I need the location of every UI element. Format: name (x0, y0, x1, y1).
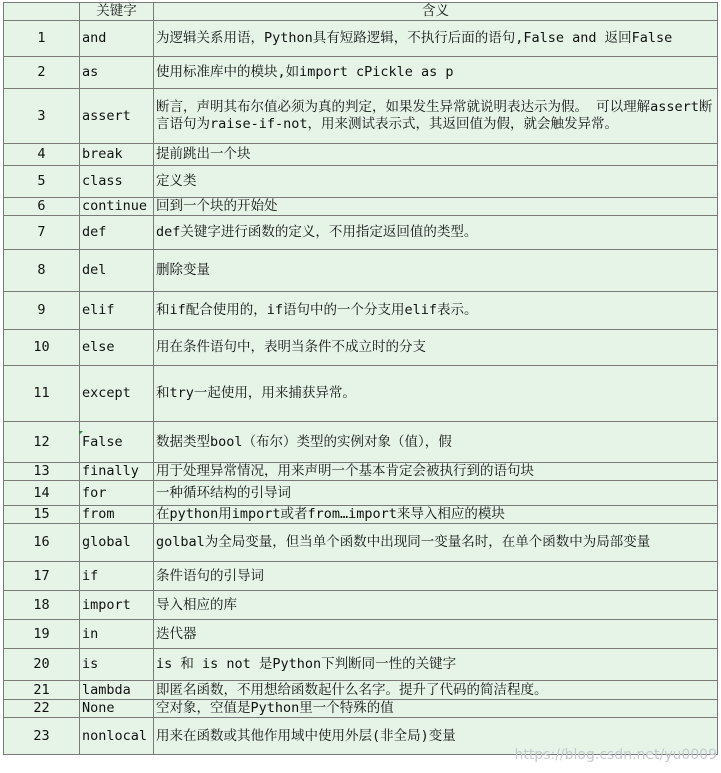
num-cell: 9 (4, 292, 80, 330)
meaning-cell: 用来在函数或其他作用域中使用外层(非全局)变量 (154, 718, 718, 755)
num-cell: 1 (4, 21, 80, 57)
keyword-cell: import (80, 591, 154, 620)
meaning-cell: 一种循环结构的引导词 (154, 481, 718, 506)
keyword-cell: in (80, 620, 154, 649)
keyword-cell: finally (80, 463, 154, 481)
table-row (4, 366, 718, 422)
keyword-cell: False (80, 422, 154, 463)
table-row (4, 250, 718, 292)
table-header-row (4, 3, 718, 21)
meaning-cell: 导入相应的库 (154, 591, 718, 620)
python-keywords-table (3, 2, 718, 755)
num-cell: 2 (4, 57, 80, 89)
meaning-cell: 迭代器 (154, 620, 718, 649)
table-row (4, 198, 718, 216)
table-row (4, 166, 718, 198)
keyword-cell: else (80, 330, 154, 366)
table-row (4, 506, 718, 524)
num-cell: 11 (4, 366, 80, 422)
num-cell: 14 (4, 481, 80, 506)
meaning-cell: golbal为全局变量，但当单个函数中出现同一变量名时，在单个函数中为局部变量 (154, 524, 718, 562)
num-cell: 17 (4, 562, 80, 591)
table-row (4, 144, 718, 166)
meaning-cell: 定义类 (154, 166, 718, 198)
keyword-cell: for (80, 481, 154, 506)
meaning-cell: 用于处理异常情况，用来声明一个基本肯定会被执行到的语句块 (154, 463, 718, 481)
meaning-cell: 和if配合使用的，if语句中的一个分支用elif表示。 (154, 292, 718, 330)
num-cell: 6 (4, 198, 80, 216)
meaning-cell: 即匿名函数，不用想给函数起什么名字。提升了代码的简洁程度。 (154, 681, 718, 700)
keyword-cell: lambda (80, 681, 154, 700)
keyword-cell: elif (80, 292, 154, 330)
table-row (4, 330, 718, 366)
table-row (4, 700, 718, 718)
meaning-cell: 为逻辑关系用语，Python具有短路逻辑，不执行后面的语句,False and 返回False (154, 21, 718, 57)
meaning-cell: 条件语句的引导词 (154, 562, 718, 591)
meaning-cell: 在python用import或者from…import来导入相应的模块 (154, 506, 718, 524)
table-row (4, 524, 718, 562)
header-num-cell (4, 3, 80, 21)
num-cell: 23 (4, 718, 80, 755)
table-row (4, 562, 718, 591)
num-cell: 18 (4, 591, 80, 620)
keyword-cell: if (80, 562, 154, 591)
table-row (4, 481, 718, 506)
keyword-cell: class (80, 166, 154, 198)
num-cell: 19 (4, 620, 80, 649)
keyword-cell: continue (80, 198, 154, 216)
meaning-cell: 删除变量 (154, 250, 718, 292)
keyword-cell: del (80, 250, 154, 292)
keyword-cell: except (80, 366, 154, 422)
table-row (4, 216, 718, 250)
meaning-cell: 使用标准库中的模块,如import cPickle as p (154, 57, 718, 89)
table-row (4, 292, 718, 330)
num-cell: 21 (4, 681, 80, 700)
meaning-cell: 断言，声明其布尔值必须为真的判定，如果发生异常就说明表达示为假。 可以理解assert断言语句为raise-if-not，用来测试表示式，其返回值为假，就会触发异常。 (154, 89, 718, 144)
table-row (4, 681, 718, 700)
meaning-cell: 用在条件语句中，表明当条件不成立时的分支 (154, 330, 718, 366)
table-row (4, 649, 718, 681)
keyword-cell: as (80, 57, 154, 89)
header-meaning-cell: 含义 (154, 3, 718, 21)
num-cell: 7 (4, 216, 80, 250)
keyword-cell: is (80, 649, 154, 681)
meaning-cell: def关键字进行函数的定义，不用指定返回值的类型。 (154, 216, 718, 250)
num-cell: 10 (4, 330, 80, 366)
keyword-cell: assert (80, 89, 154, 144)
num-cell: 15 (4, 506, 80, 524)
table-row (4, 463, 718, 481)
meaning-cell: 数据类型bool（布尔）类型的实例对象（值），假 (154, 422, 718, 463)
meaning-cell: 空对象，空值是Python里一个特殊的值 (154, 700, 718, 718)
meaning-cell: is 和 is not 是Python下判断同一性的关键字 (154, 649, 718, 681)
table-row (4, 21, 718, 57)
table-row (4, 620, 718, 649)
num-cell: 5 (4, 166, 80, 198)
table-row (4, 422, 718, 463)
table-row (4, 57, 718, 89)
table-row (4, 591, 718, 620)
table-row (4, 89, 718, 144)
keyword-cell: from (80, 506, 154, 524)
meaning-cell: 回到一个块的开始处 (154, 198, 718, 216)
num-cell: 4 (4, 144, 80, 166)
header-keyword-cell: 关键字 (80, 3, 154, 21)
num-cell: 8 (4, 250, 80, 292)
keyword-cell: def (80, 216, 154, 250)
meaning-cell: 和try一起使用，用来捕获异常。 (154, 366, 718, 422)
num-cell: 12 (4, 422, 80, 463)
keyword-cell: nonlocal (80, 718, 154, 755)
num-cell: 3 (4, 89, 80, 144)
keyword-cell: None (80, 700, 154, 718)
meaning-cell: 提前跳出一个块 (154, 144, 718, 166)
num-cell: 16 (4, 524, 80, 562)
watermark: https://blog.csdn.net/yu0009 (514, 747, 717, 763)
keyword-cell: and (80, 21, 154, 57)
keyword-cell: global (80, 524, 154, 562)
cell-comment-marker (79, 431, 83, 435)
keyword-cell: break (80, 144, 154, 166)
num-cell: 20 (4, 649, 80, 681)
num-cell: 22 (4, 700, 80, 718)
num-cell: 13 (4, 463, 80, 481)
